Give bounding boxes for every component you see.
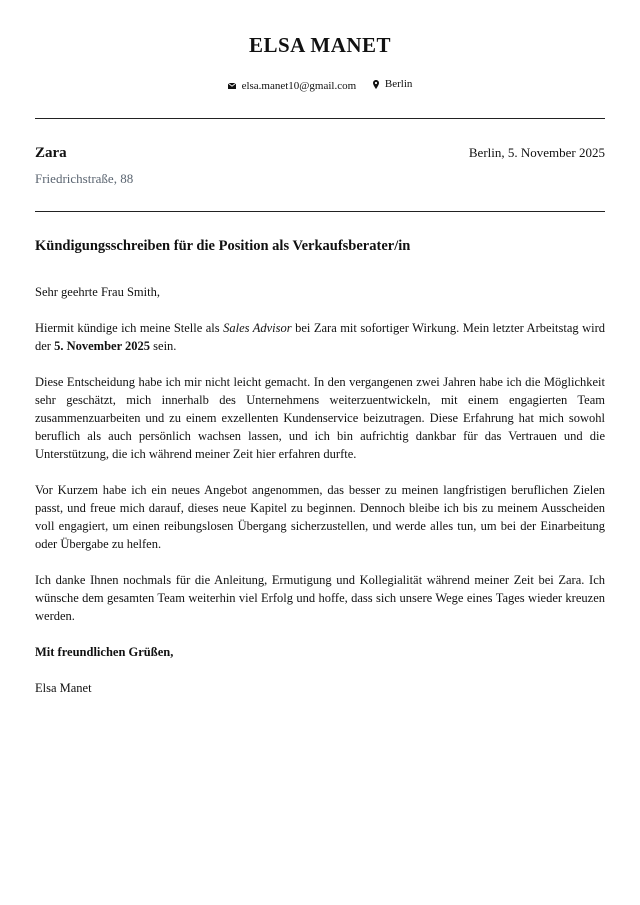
- signature: Elsa Manet: [35, 681, 92, 695]
- location-contact: [373, 78, 413, 90]
- sender-name: ELSA MANET: [248, 33, 392, 57]
- email-contact: [228, 80, 357, 92]
- paragraph-thanks: Ich danke Ihnen nochmals für die Anleitung, Ermutigung und Kollegialität während meiner Zeit bei Zara. Ich wünsche dem gesamten Team weiterhin viel Erfolg und hoffe, dass sich unsere Wege eines Tages wieder kreuzen werden.: [35, 573, 605, 623]
- email-text: elsa.manet10@gmail.com: [241, 79, 357, 92]
- salutation: Sehr geehrte Frau Smith,: [35, 285, 160, 299]
- letter-date: Berlin, 5. November 2025: [468, 145, 605, 160]
- divider-bottom: [35, 211, 605, 212]
- letter-body: [35, 283, 605, 715]
- envelope-icon: [228, 83, 236, 89]
- paragraph-new-offer: Vor Kurzem habe ich ein neues Angebot angenommen, das besser zu meinen langfristigen beruflichen Zielen passt, und freue mich darauf, dieses neue Kapitel zu beginnen. Dennoch bleibe ich bis zu meinem Ausscheiden voll engagiert, um einen reibungslosen Übergang sicherzustellen, und werde alles tun, um bei der Einarbeitung oder Übergabe zu helfen.: [35, 483, 605, 551]
- paragraph-gratitude: Diese Entscheidung habe ich mir nicht leicht gemacht. In den vergangenen zwei Jahren habe ich die Möglichkeit sehr geschätzt, mich innerhalb des Unternehmens weiterzuentwickeln, mit einem engagierten Team zusammenzuarbeiten und zu einem exzellenten Kundenservice beizutragen. Diese Erfahrung hat mich sowohl beruflich als auch persönlich wachsen lassen, und ich bin aufrichtig dankbar für das Vertrauen und die Unterstützung, die ich während meiner Zeit hier erfahren durfte.: [35, 375, 605, 461]
- contact-line: [0, 78, 640, 92]
- location-text: Berlin: [384, 78, 413, 90]
- p1-part2: bei Zara mit sofortiger Wirkung. Mein letzter Arbeitstag wird der: [35, 321, 605, 353]
- p1-part3: sein.: [150, 339, 177, 353]
- closing: Mit freundlichen Grüßen,: [35, 645, 174, 659]
- paragraph-resignation: [35, 319, 605, 355]
- p1-part1: Hiermit kündige ich meine Stelle als: [35, 321, 224, 335]
- map-pin-icon: [373, 80, 379, 89]
- p1-last-day: 5. November 2025: [54, 339, 151, 353]
- letter-subject: Kündigungsschreiben für die Position als Verkaufsberater/in: [35, 238, 411, 254]
- recipient-company: Zara: [35, 145, 67, 161]
- p1-role: Sales Advisor: [223, 321, 292, 335]
- recipient-street: Friedrichstraße, 88: [35, 171, 134, 186]
- divider-top: [35, 118, 605, 119]
